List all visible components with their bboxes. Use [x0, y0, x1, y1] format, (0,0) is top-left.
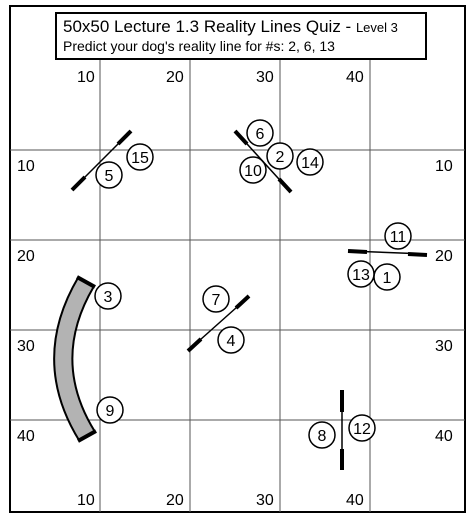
- obstacle-number-8: [309, 422, 335, 448]
- svg-text:2: 2: [275, 149, 285, 166]
- svg-text:7: 7: [211, 292, 221, 309]
- obstacle-number-2: [267, 143, 293, 169]
- bottom-label: 40: [346, 492, 364, 509]
- obstacle-number-15: [127, 144, 153, 170]
- left-label: 40: [17, 428, 35, 445]
- level-label: Level 3: [355, 20, 398, 35]
- bottom-label: 20: [166, 492, 184, 509]
- svg-text:8: 8: [317, 428, 327, 445]
- top-label: 30: [256, 69, 274, 86]
- left-label: 10: [17, 158, 35, 175]
- svg-text:9: 9: [105, 403, 115, 420]
- obstacle-number-7: [203, 286, 229, 312]
- svg-text:6: 6: [255, 126, 265, 143]
- obstacle-number-6: [247, 120, 273, 146]
- svg-text:4: 4: [226, 333, 236, 350]
- page-title: [63, 17, 398, 37]
- tunnel: [63, 277, 96, 441]
- bottom-label: 30: [256, 492, 274, 509]
- obstacle-number-10: [240, 157, 266, 183]
- svg-text:11: 11: [389, 229, 407, 246]
- left-label: 30: [17, 338, 35, 355]
- svg-text:15: 15: [131, 150, 149, 167]
- svg-text:14: 14: [301, 155, 319, 172]
- svg-text:10: 10: [244, 163, 262, 180]
- obstacle-number-5: [96, 162, 122, 188]
- right-label: 40: [435, 428, 453, 445]
- bottom-label: 10: [77, 492, 95, 509]
- svg-text:1: 1: [382, 270, 392, 287]
- right-label: 30: [435, 338, 453, 355]
- jump: [348, 251, 427, 255]
- obstacle-number-13: [348, 261, 374, 287]
- top-label: 10: [77, 69, 95, 86]
- obstacle-number-9: [97, 397, 123, 423]
- svg-text:3: 3: [103, 289, 113, 306]
- left-label: 20: [17, 248, 35, 265]
- obstacle-number-11: [385, 223, 411, 249]
- svg-text:13: 13: [352, 267, 370, 284]
- title-text: 50x50 Lecture 1.3 Reality Lines Quiz -: [63, 17, 356, 36]
- title-box: [55, 12, 427, 60]
- obstacle-number-12: [349, 415, 375, 441]
- page-subtitle: Predict your dog's reality line for #s: 2, 6, 13: [63, 38, 335, 54]
- obstacle-number-4: [218, 327, 244, 353]
- top-label: 20: [166, 69, 184, 86]
- right-label: 20: [435, 248, 453, 265]
- obstacle-number-3: [95, 283, 121, 309]
- top-label: 40: [346, 69, 364, 86]
- obstacle-number-1: [374, 264, 400, 290]
- obstacle-number-14: [297, 149, 323, 175]
- svg-text:5: 5: [104, 168, 114, 185]
- svg-text:12: 12: [353, 421, 371, 438]
- right-label: 10: [435, 158, 453, 175]
